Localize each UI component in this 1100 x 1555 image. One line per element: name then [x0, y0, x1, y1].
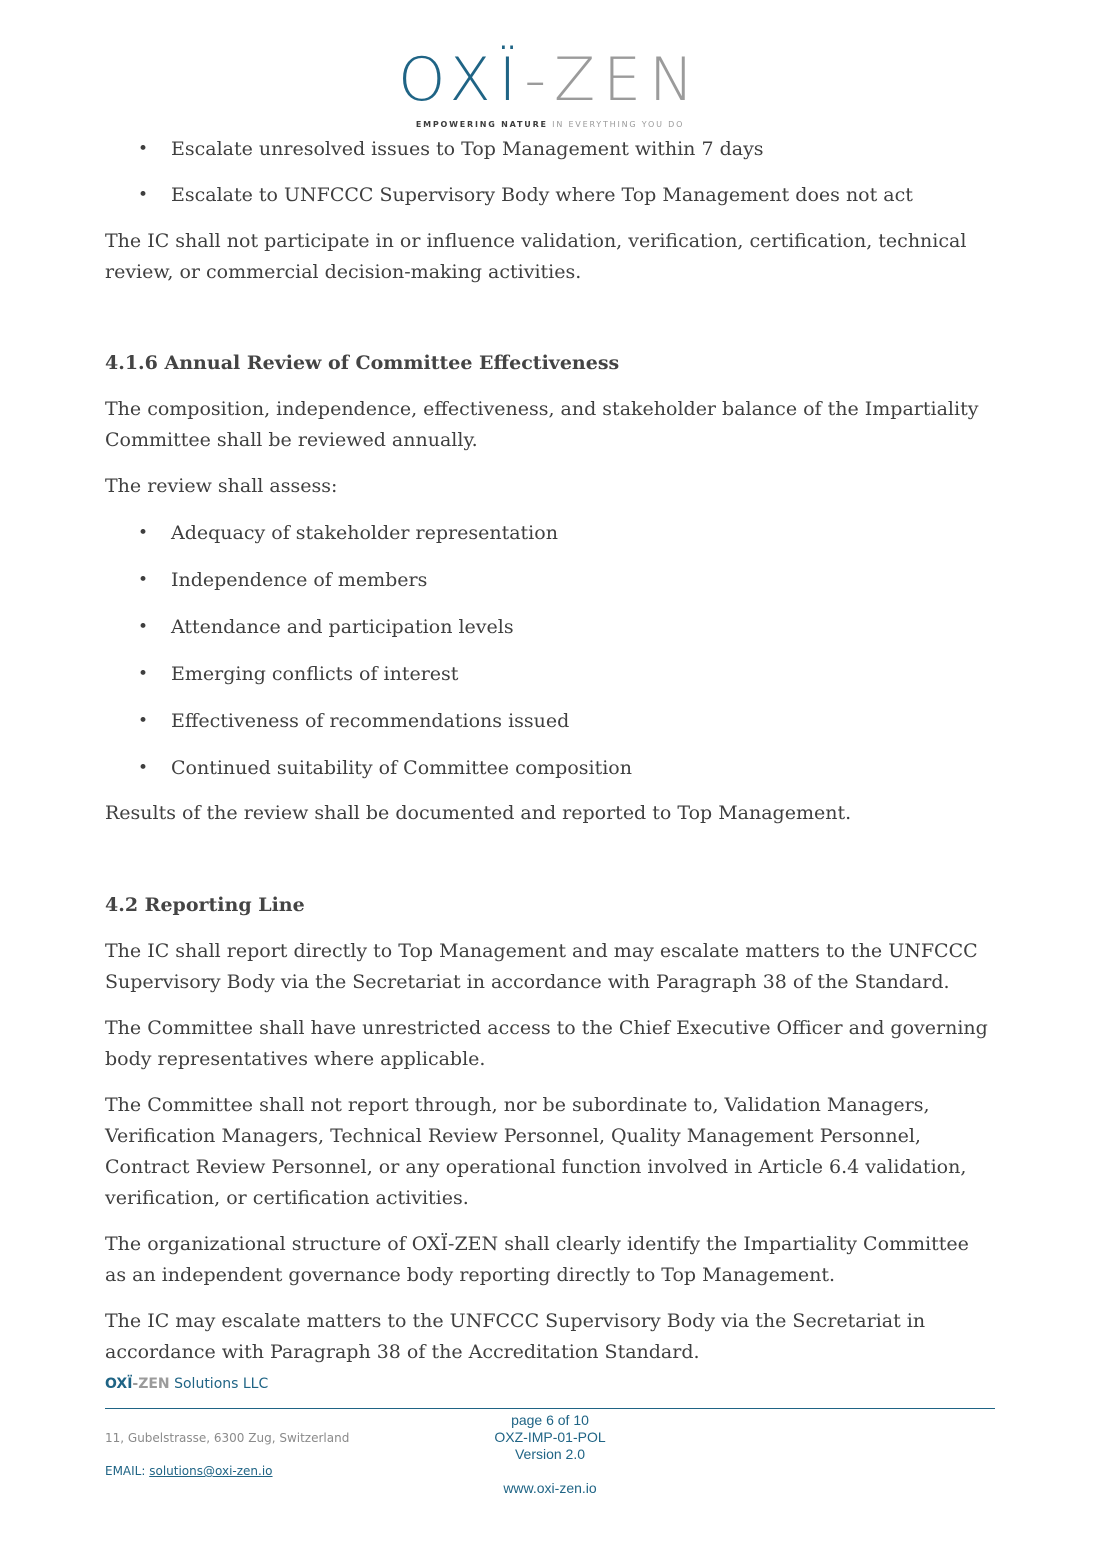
list-item: • Emerging conflicts of interest [105, 659, 995, 690]
footer-divider [105, 1408, 995, 1409]
paragraph: The IC may escalate matters to the UNFCCC Supervisory Body via the Secretariat in accordance with Paragraph 38 of the Accreditation Standard. [105, 1310, 926, 1363]
paragraph: Results of the review shall be documented and reported to Top Management. [105, 802, 852, 824]
section-heading: 4.1.6 Annual Review of Committee Effectiveness [105, 352, 620, 374]
footer-oxi: OXÏ [105, 1376, 133, 1392]
section-heading: 4.2 Reporting Line [105, 894, 305, 916]
list-item: • Effectiveness of recommendations issued [105, 706, 995, 737]
logo-zen-text: -ZEN [524, 45, 702, 115]
list-item: • Continued suitability of Committee composition [105, 753, 995, 784]
logo-oxi-text: OXÏ [398, 45, 525, 115]
document-body [105, 134, 995, 1368]
footer-zen: -ZEN [132, 1376, 170, 1392]
review-criteria-list [105, 518, 995, 784]
page-number: page 6 of 10 [511, 1412, 589, 1428]
footer-address: 11, Gubelstrasse, 6300 Zug, Switzerland [105, 1431, 350, 1445]
footer-company-rest: Solutions LLC [169, 1376, 269, 1392]
list-item: • Escalate to UNFCCC Supervisory Body where Top Management does not act [105, 180, 995, 211]
footer-email-label: EMAIL: [105, 1464, 150, 1478]
oxi-zen-logo [0, 45, 1100, 115]
escalation-list [105, 134, 995, 211]
logo-tagline [0, 120, 1100, 129]
list-item: • Independence of members [105, 565, 995, 596]
footer-document-info [420, 1412, 680, 1463]
paragraph: The IC shall report directly to Top Management and may escalate matters to the UNFCCC Supervisory Body via the Secretariat in accordance with Paragraph 38 of the Standard. [105, 940, 978, 993]
list-item: • Attendance and participation levels [105, 612, 995, 643]
list-item: • Adequacy of stakeholder representation [105, 518, 995, 549]
paragraph: The Committee shall have unrestricted access to the Chief Executive Officer and governing body representatives where applicable. [105, 1017, 988, 1070]
tagline-rest: IN EVERYTHING YOU DO [547, 120, 685, 129]
paragraph: The composition, independence, effectiveness, and stakeholder balance of the Impartiality Committee shall be reviewed annually. [105, 398, 979, 451]
paragraph: The Committee shall not report through, nor be subordinate to, Validation Managers, Verification Managers, Technical Review Personnel, Quality Management Personnel, Contract Review Personnel, or any operational function involved in Article 6.4 validation, verification, or certification activities. [105, 1094, 967, 1209]
email-link[interactable]: solutions@oxi-zen.io [149, 1464, 273, 1478]
footer-website[interactable]: www.oxi-zen.io [503, 1480, 597, 1496]
footer-email [105, 1464, 273, 1478]
document-code: OXZ-IMP-01-POL [494, 1429, 606, 1445]
document-version: Version 2.0 [514, 1446, 586, 1462]
list-item: • Escalate unresolved issues to Top Management within 7 days [105, 134, 995, 165]
page-header [0, 45, 1100, 129]
footer-company-name [105, 1376, 268, 1392]
paragraph: The IC shall not participate in or influence validation, verification, certification, technical review, or commercial decision-making activities. [105, 230, 967, 283]
paragraph: The organizational structure of OXÏ-ZEN shall clearly identify the Impartiality Committee as an independent governance body reporting directly to Top Management. [105, 1233, 969, 1286]
paragraph: The review shall assess: [105, 475, 338, 497]
tagline-bold: EMPOWERING NATURE [415, 120, 548, 129]
